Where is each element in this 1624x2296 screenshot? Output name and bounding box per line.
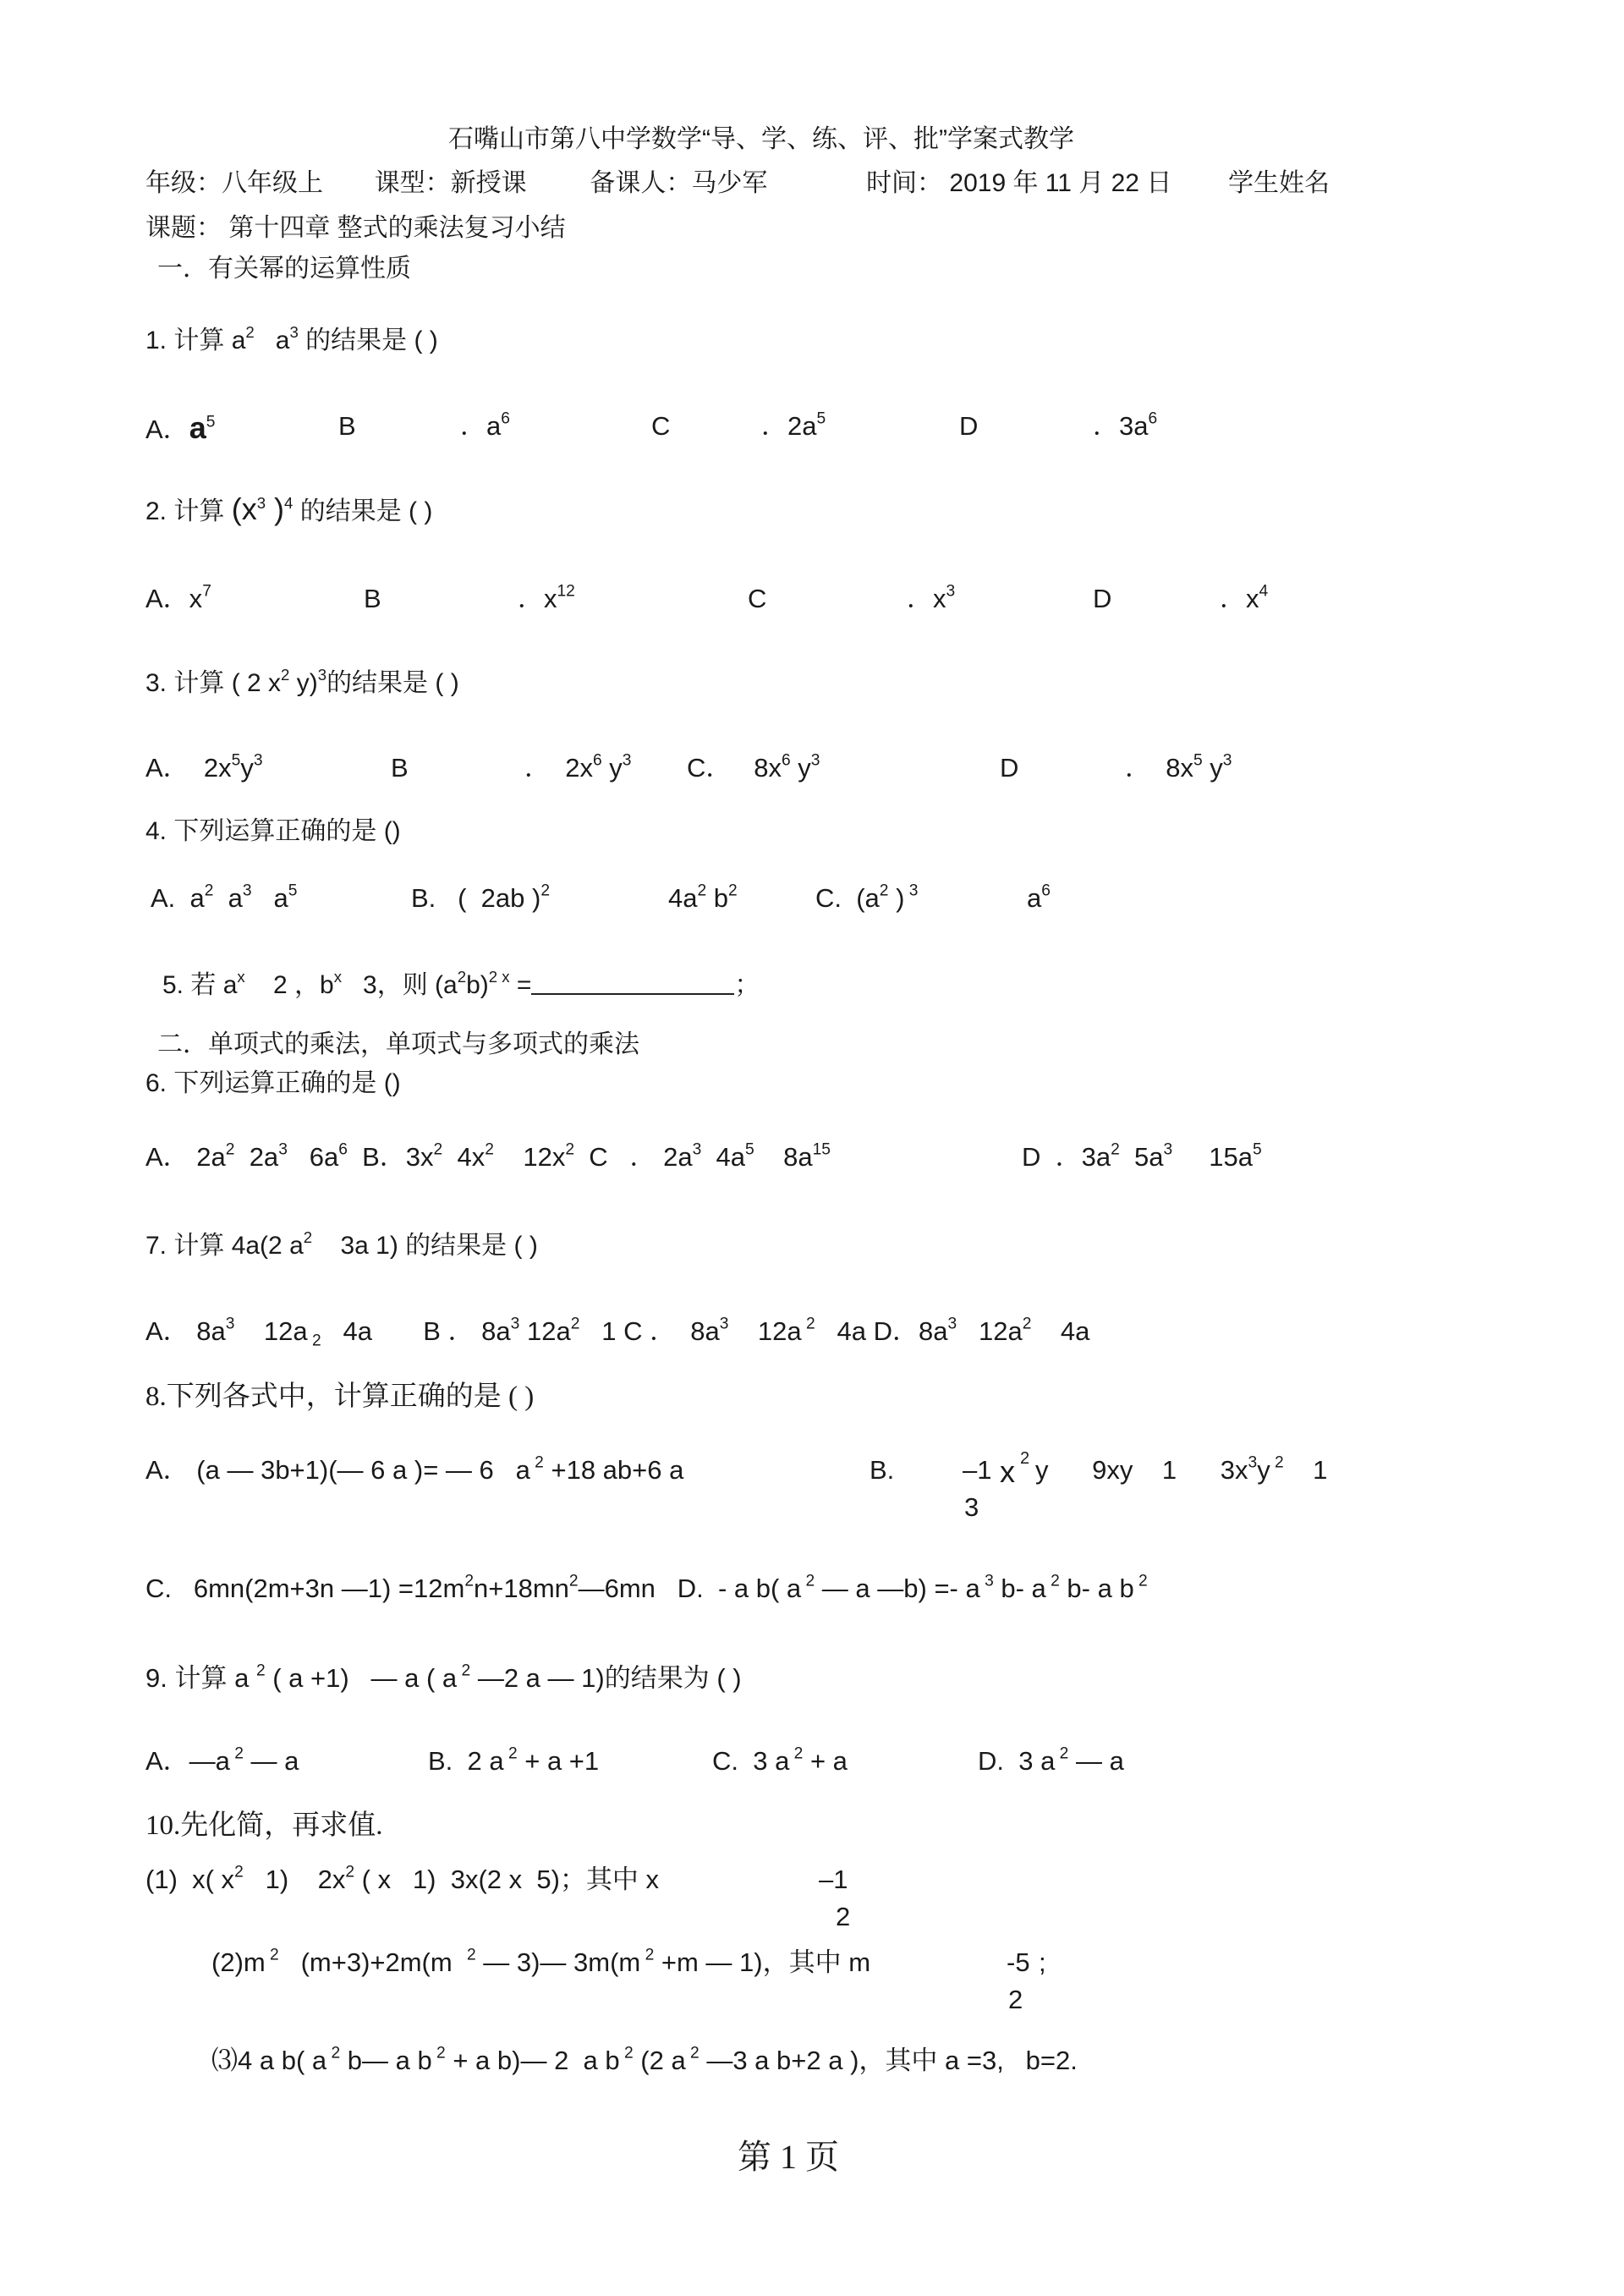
question-10-part3: ⑶4 a b( a $^2$ b— a b $^2$ + a b)— 2 a b $^2$ (2 a $^2$ —3 a b+2 a )，其中 a =3, b=2. [211,2044,1078,2075]
section2-heading: 二．单项式的乘法，单项式与多项式的乘法 [157,1030,639,1058]
question-3-options: A． $2x^5y^3$ B ． $2x^6$ $y^3$ C． $8x^6$ $y^3$ D ． $8x^5$ $y^3$ [145,751,1232,783]
question-10: 10.先化简，再求值. [145,1810,383,1841]
document-title: 石嘴山市第八中学数学“导、学、练、评、批”学案式教学 [448,125,1074,153]
question-4: 4. 下列运算正确的是 () [145,817,401,845]
question-6-options: A． $2a^2$ $2a^3$ $6a^6$ B．$3x^2$ $4x^2$ $12x^2$ C ． $2a^3$ $4a^5$ $8a^{15}$ D ．$3a^2$ $5a^3$ $15a^5$ [145,1140,1262,1172]
page-number: 第 1 页 [738,2138,839,2176]
grade-label: 年级：八年级上 [145,169,323,197]
question-6: 6. 下列运算正确的是 () [145,1069,401,1097]
question-1-options: A．$a^5$ B ．$a^6$ C ．$2a^5$ D ．$3a^6$ [145,409,1158,445]
question-2-options: A．$x^7$ B ．$x^{12}$ C ．$x^3$ D ．$x^4$ [145,582,1269,613]
question-7: 7. 计算 4a(2 $a^2$ 3a 1) 的结果是 ( ) [145,1228,538,1260]
question-10-part2: (2)m $^2$ (m+3)+2m(m $^2$ — 3)— 3m(m $^2$ +m — 1)，其中 m -5 2 ; [211,1946,1046,2014]
section1-heading: 一．有关幂的运算性质 [157,255,411,283]
header-info-row [145,171,1330,196]
question-2: 2. 计算 ($x^3$ )$^4$ 的结果是 ( ) [145,492,433,526]
question-9: 9. 计算 a $^2$ ( a +1) — a ( a $^2$ —2 a — 1)的结果为 ( ) [145,1662,742,1693]
question-10-part1: (1) x( $x^2$ 1) $2x^2$ ( x 1) 3x(2 x 5)；其中 x –1 2 [145,1863,851,1931]
topic-line: 课题： 第十四章 整式的乘法复习小结 [145,214,566,242]
answer-blank[interactable] [531,975,734,995]
question-4-options: A. $a^2$ $a^3$ $a^5$ B. ( 2ab )$^2$ $4a^2$ $b^2$ C. ($a^2$ ) $^3$ $a^6$ [151,882,1051,913]
question-8-options-cd: C. 6mn(2m+3n —1) $=12m^2n+18mn^2—6mn$ D. - a b( a $^2$ — a —b) =- a $^3$ b- a $^2$ b- a b $^2$ [145,1572,1148,1603]
student-name-label: 学生姓名 [1228,169,1330,197]
question-8: 8.下列各式中，计算正确的是 ( ) [145,1381,535,1412]
question-3: 3. 计算 ( 2 $x^2$ y)$^3$的结果是 ( ) [145,665,459,697]
question-9-options: A．—a $^2$ — a B. 2 a $^2$ + a +1 C. 3 a $^2$ + a D. 3 a $^2$ — a [145,1744,1124,1776]
course-type-label: 课型：新授课 [374,169,527,197]
preparer-label: 备课人：马少军 [590,169,768,197]
question-8-options-ab: A． (a — 3b+1)(— 6 a )= — 6 a $^2$ +18 ab+6 a B. –1 3 x 2 y 9xy 1 $3x^3y$ $^2$ 1 [145,1449,1328,1522]
date-label: 时间： 2019 年 11 月 22 日 [866,169,1172,197]
question-7-options: A． $8a^3$ 12a $_2$ 4a B ． $8a^3$ $12a^2$ 1 C ． $8a^3$ 12a $^2$ 4a D．$8a^3$ $12a^2$ 4a [145,1315,1090,1350]
question-5: 5. 若 $a^x$ 2 ，$b^x$ 3，则 $(a^2b)^{2 x}$ = ； [162,967,760,999]
question-1: 1. 计算 $a^2$ $a^3$ 的结果是 ( ) [145,322,438,354]
